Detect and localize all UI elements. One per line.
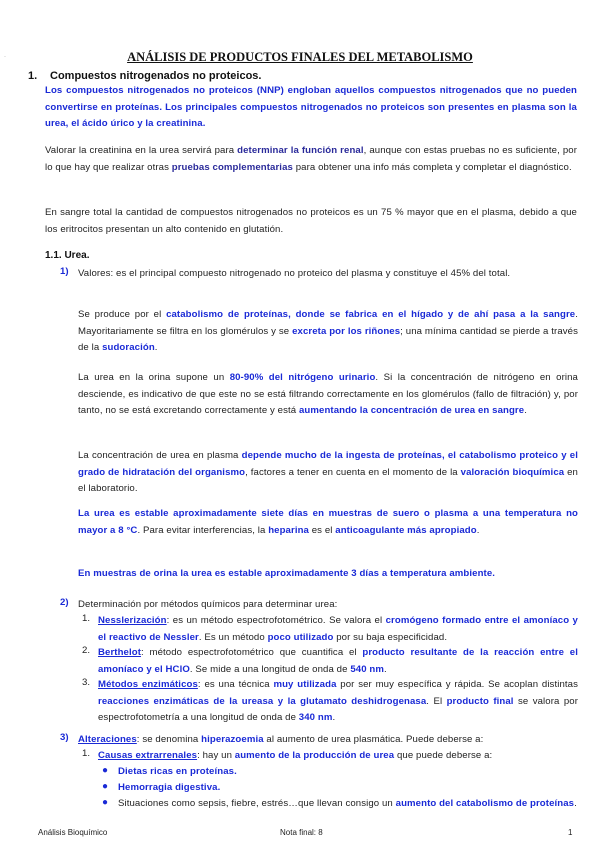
method-nesslerization: Nesslerización: es un método espectrofotométrico. Se valora el cromógeno formado entre el amoníaco y el reactivo de Nessler. Es un método poco utilizado por su baja especificidad. bbox=[98, 615, 578, 643]
intro-paragraph: Los compuestos nitrogenados no proteicos (NNP) engloban aquellos compuestos nitrogenados que no pueden convertirse en proteínas. Los principales compuestos nitrogenados no proteicos son presentes en plasma son la urea, el ácido úrico y la creatinina. bbox=[45, 85, 577, 130]
methods-intro: Determinación por métodos químicos para determinar urea: bbox=[78, 599, 338, 610]
footer-grade: Nota final: 8 bbox=[280, 828, 323, 837]
section-heading bbox=[28, 70, 261, 82]
urine-stability-paragraph: En muestras de orina la urea es estable aproximadamente 3 días a temperatura ambiente. bbox=[78, 568, 496, 579]
list-number: 2. bbox=[82, 645, 91, 656]
alterations-intro: Alteraciones: se denomina hiperazoemia al aumento de urea plasmática. Puede deberse a: bbox=[78, 734, 484, 745]
list-marker: 1) bbox=[60, 266, 69, 277]
bullet-icon: ● bbox=[102, 765, 109, 776]
bullet-icon: ● bbox=[102, 781, 109, 792]
method-enzymatic: Métodos enzimáticos: es una técnica muy utilizada por ser muy específica y rápida. Se acoplan distintas reacciones enzimáticas de la ureasa y la glutamato deshidrogenasa. El producto final se valora por espectrofotometría a una longitud de onda de 340 nm. bbox=[98, 679, 578, 724]
cause-sepsis: Situaciones como sepsis, fiebre, estrés…que llevan consigo un aumento del catabolismo de proteínas. bbox=[118, 798, 577, 809]
values-paragraph: Valores: es el principal compuesto nitrogenado no proteico del plasma y constituye el 45% del total. bbox=[78, 268, 511, 279]
cause-hemorrhage: Hemorragia digestiva. bbox=[118, 782, 221, 793]
footer-page-number: 1 bbox=[568, 828, 573, 837]
production-paragraph: Se produce por el catabolismo de proteínas, donde se fabrica en el hígado y de ahí pasa a la sangre. Mayoritariamente se filtra en los glomérulos y se excreta por los riñones; una mínima cantidad se pierde a través de la sudoración. bbox=[78, 309, 578, 354]
section-number: 1. bbox=[28, 70, 38, 82]
urine-paragraph: La urea en la orina supone un 80-90% del nitrógeno urinario. Si la concentración de nitrógeno en orina desciende, es indicativo de que este no se está filtrando correctamente en los glomérulos (fallo de filtración) y, por tanto, no se está excretando correctamente y está aumentando la concentración de urea en sangre. bbox=[78, 372, 578, 417]
plasma-paragraph: La concentración de urea en plasma depende mucho de la ingesta de proteínas, el catabolismo proteico y el grado de hidratación del organismo, factores a tener en cuenta en el momento de la valoración bioquímica en el laboratorio. bbox=[78, 450, 578, 495]
bullet-icon: ● bbox=[102, 797, 109, 808]
blood-paragraph: En sangre total la cantidad de compuestos nitrogenados no proteicos es un 75 % mayor que en el plasma, debido a que los eritrocitos presentan un alto contenido en glutatión. bbox=[45, 207, 577, 235]
subsection-heading-urea: 1.1. Urea. bbox=[45, 250, 90, 261]
document-title: ANÁLISIS DE PRODUCTOS FINALES DEL METABOLISMO bbox=[127, 50, 473, 64]
list-number: 1. bbox=[82, 748, 91, 759]
list-marker: 3) bbox=[60, 732, 69, 743]
list-number: 1. bbox=[82, 613, 91, 624]
cause-diet: Dietas ricas en proteínas. bbox=[118, 766, 237, 777]
list-number: 3. bbox=[82, 677, 91, 688]
extrarenal-causes: Causas extrarrenales: hay un aumento de la producción de urea que puede deberse a: bbox=[98, 750, 493, 761]
margin-mark: · bbox=[4, 54, 6, 60]
footer-subject: Análisis Bioquímico bbox=[38, 828, 108, 837]
stability-paragraph: La urea es estable aproximadamente siete días en muestras de suero o plasma a una temperatura no mayor a 8 °C. Para evitar interferencias, la heparina es el anticoagulante más apropiado. bbox=[78, 508, 578, 536]
section-title: Compuestos nitrogenados no proteicos. bbox=[50, 70, 262, 82]
list-marker: 2) bbox=[60, 597, 69, 608]
method-berthelot: Berthelot: método espectrofotométrico que cuantifica el producto resultante de la reacción entre el amoníaco y el HClO. Se mide a una longitud de onda de 540 nm. bbox=[98, 647, 578, 675]
renal-paragraph: Valorar la creatinina en la urea servirá para determinar la función renal, aunque con estas pruebas no es suficiente, por lo que hay que realizar otras pruebas complementarias para obtener una info más completa y completar el diagnóstico. bbox=[45, 145, 577, 173]
